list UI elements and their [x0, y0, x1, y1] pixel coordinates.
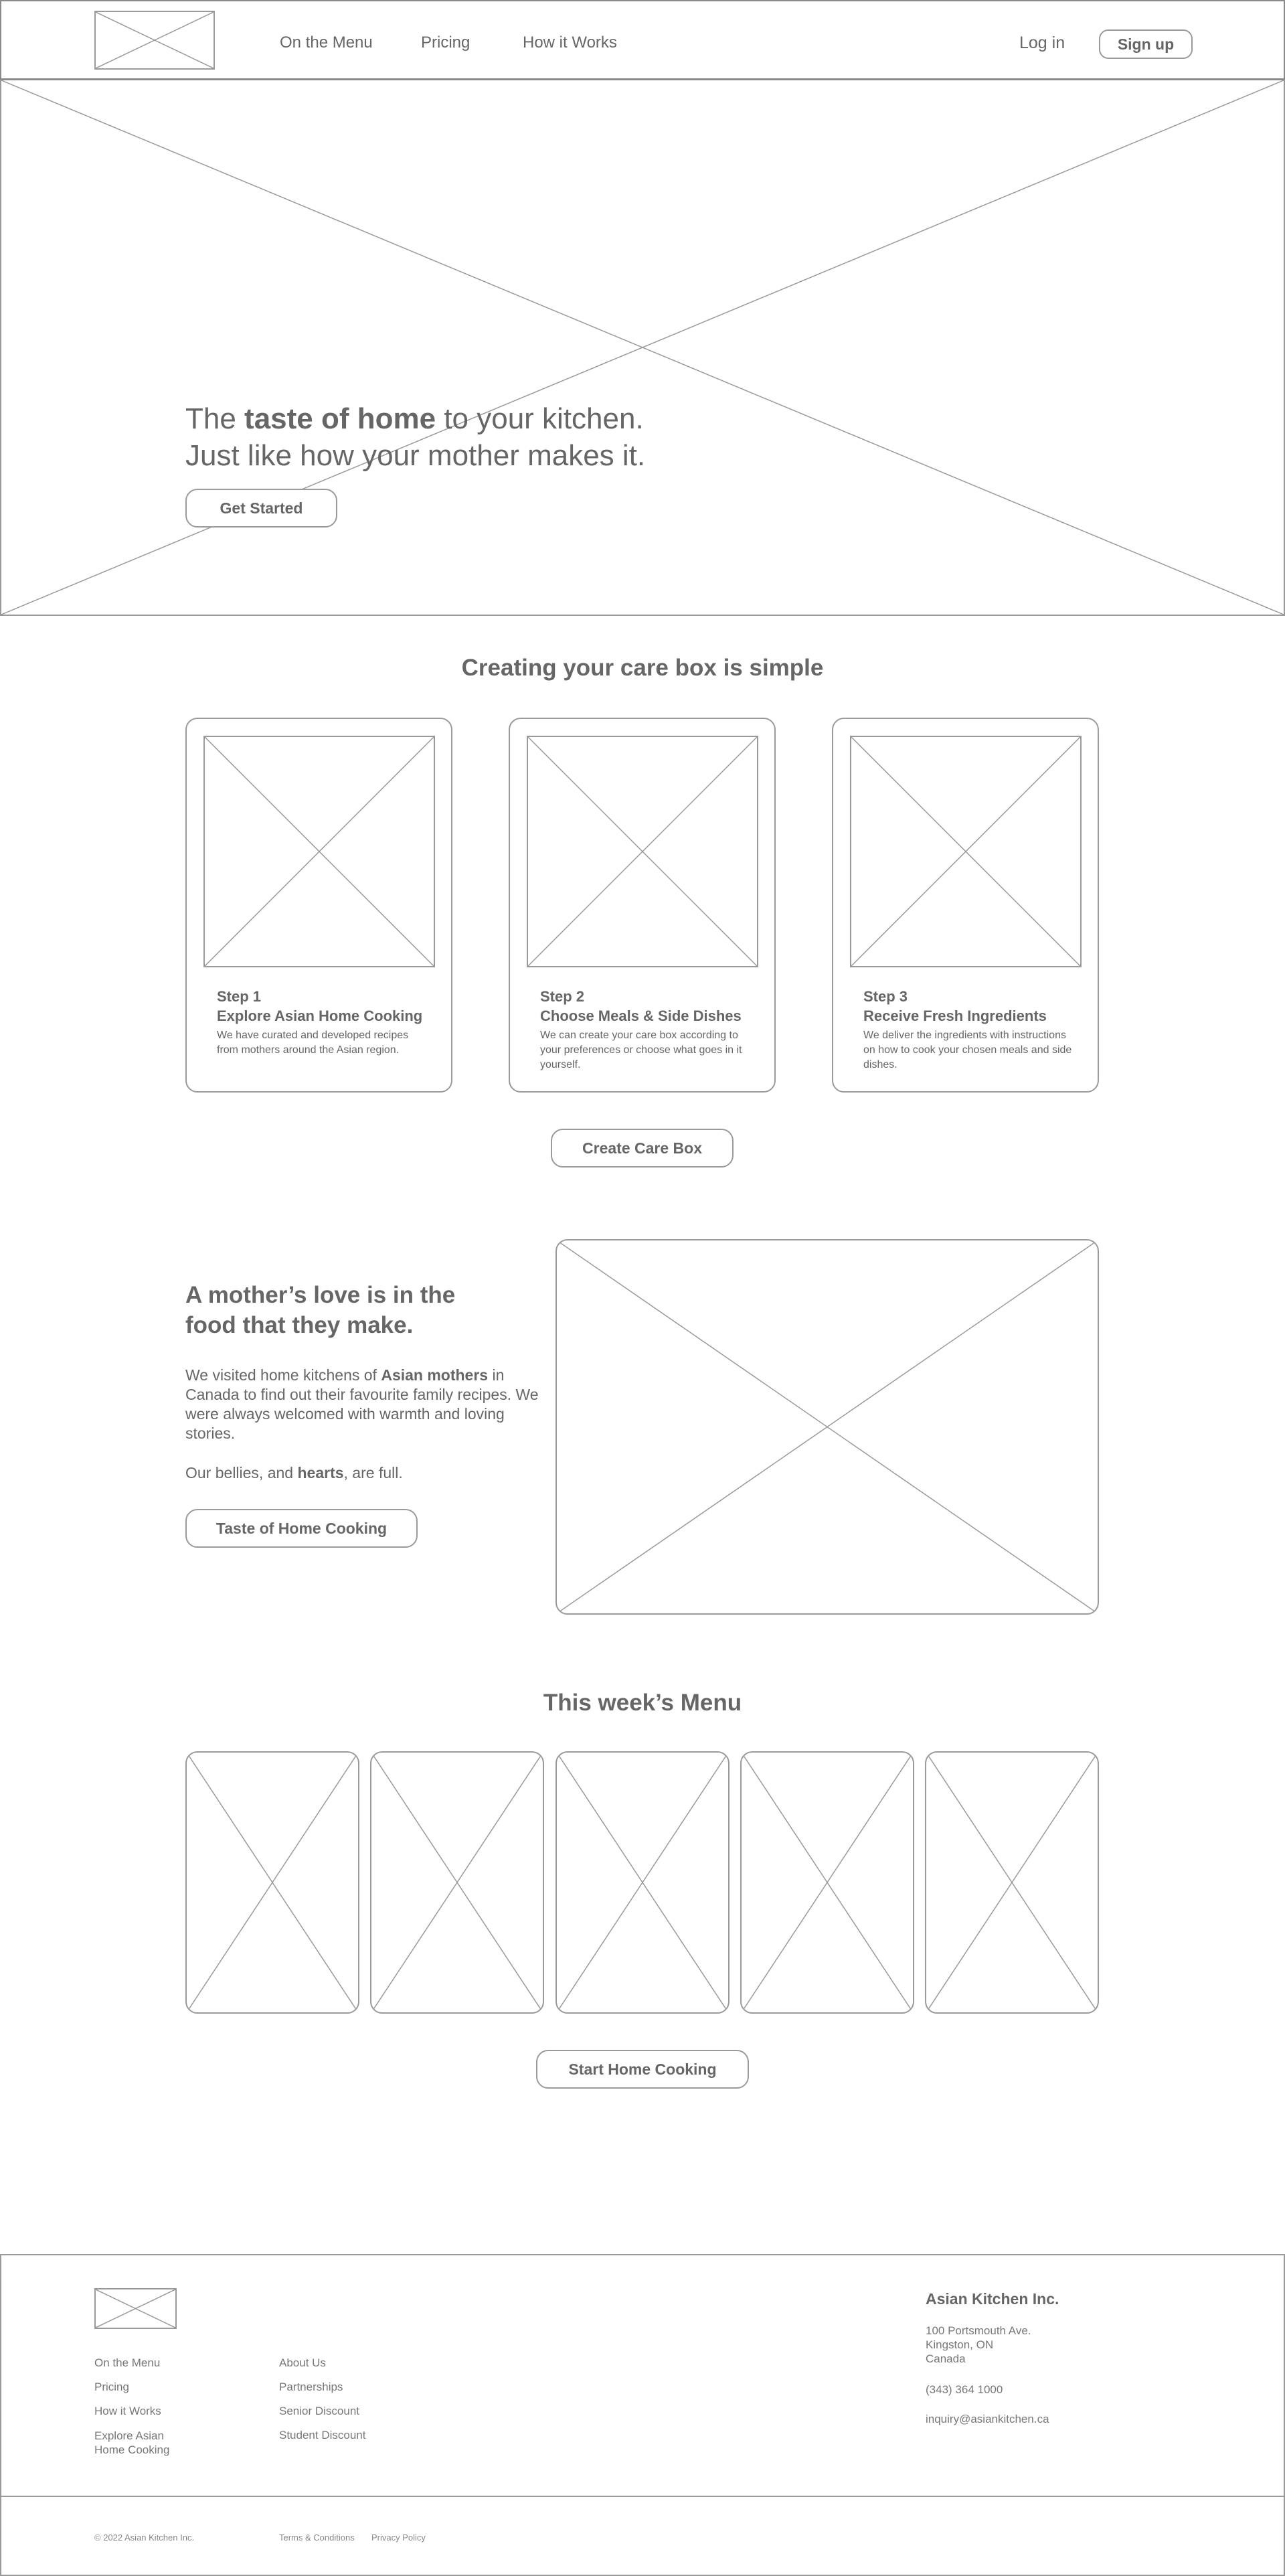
- step-card-3[interactable]: [832, 718, 1099, 1093]
- footer-terms-link[interactable]: Terms & Conditions: [279, 2532, 355, 2543]
- story-image-placeholder: [555, 1239, 1099, 1615]
- footer-privacy-link[interactable]: Privacy Policy: [371, 2532, 426, 2543]
- nav-on-the-menu[interactable]: On the Menu: [280, 33, 373, 52]
- step-3-title: Receive Fresh Ingredients: [863, 1008, 1047, 1024]
- get-started-button[interactable]: Get Started: [185, 489, 337, 528]
- footer-company-name: Asian Kitchen Inc.: [926, 2290, 1059, 2308]
- step-3-image-placeholder: [850, 736, 1082, 967]
- step-1-title: Explore Asian Home Cooking: [217, 1008, 423, 1024]
- start-home-cooking-button[interactable]: Start Home Cooking: [536, 2050, 749, 2089]
- create-care-box-button[interactable]: Create Care Box: [551, 1129, 734, 1168]
- hero-line1: The taste of home to your kitchen.: [185, 402, 644, 435]
- signup-button[interactable]: Sign up: [1099, 29, 1193, 59]
- step-card-2[interactable]: [509, 718, 776, 1093]
- logo-placeholder[interactable]: [94, 11, 215, 70]
- footer-link-student-discount[interactable]: Student Discount: [279, 2429, 366, 2441]
- footer-address: 100 Portsmouth Ave. Kingston, ON Canada: [926, 2324, 1031, 2365]
- step-3-label: Step 3: [863, 988, 908, 1005]
- nav-pricing[interactable]: Pricing: [421, 33, 470, 52]
- steps-title: Creating your care box is simple: [461, 655, 824, 681]
- step-1-description: We have curated and developed recipes from mothers around the Asian region.: [217, 1030, 409, 1056]
- footer-link-pricing[interactable]: Pricing: [94, 2381, 129, 2393]
- menu-title: This week’s Menu: [543, 1690, 742, 1716]
- menu-item-image-2[interactable]: [370, 1751, 544, 2014]
- story-heading: A mother’s love is in the food that they make.: [185, 1282, 456, 1338]
- login-link[interactable]: Log in: [1019, 33, 1065, 52]
- footer-phone: (343) 364 1000: [926, 2383, 1003, 2396]
- step-3-description: We deliver the ingredients with instructions on how to cook your chosen meals and side dishes.: [863, 1030, 1072, 1070]
- hero-headline: [185, 400, 989, 474]
- menu-item-image-3[interactable]: [555, 1751, 730, 2014]
- story-paragraph-1: We visited home kitchens of Asian mothers in Canada to find out their favourite family recipes. We were always welcomed with warmth and loving stories.: [185, 1366, 539, 1442]
- footer-copyright: © 2022 Asian Kitchen Inc.: [94, 2532, 195, 2543]
- menu-item-image-4[interactable]: [740, 1751, 914, 2014]
- story-paragraph-2: Our bellies, and hearts, are full.: [185, 1464, 403, 1481]
- site-header: [0, 0, 1285, 80]
- footer-divider: [1, 2496, 1284, 2497]
- footer-link-partnerships[interactable]: Partnerships: [279, 2381, 343, 2393]
- step-2-label: Step 2: [540, 988, 585, 1005]
- footer-email-link[interactable]: inquiry@asiankitchen.ca: [926, 2413, 1049, 2425]
- footer-link-senior-discount[interactable]: Senior Discount: [279, 2405, 360, 2417]
- footer-link-explore-asian-home-cooking[interactable]: Explore Asian Home Cooking: [94, 2429, 170, 2456]
- taste-of-home-cooking-button[interactable]: Taste of Home Cooking: [185, 1509, 418, 1548]
- footer-link-how-it-works[interactable]: How it Works: [94, 2405, 161, 2417]
- hero-line2: Just like how your mother makes it.: [185, 439, 646, 472]
- step-1-label: Step 1: [217, 988, 262, 1005]
- step-2-title: Choose Meals & Side Dishes: [540, 1008, 742, 1024]
- menu-item-image-5[interactable]: [925, 1751, 1099, 2014]
- footer-link-on-the-menu[interactable]: On the Menu: [94, 2356, 161, 2369]
- site-footer: [0, 2254, 1285, 2576]
- menu-item-image-1[interactable]: [185, 1751, 359, 2014]
- hero-image-placeholder: [0, 80, 1285, 616]
- step-2-image-placeholder: [527, 736, 758, 967]
- step-1-image-placeholder: [203, 736, 435, 967]
- step-2-description: We can create your care box according to your preferences or choose what goes in it yourself.: [540, 1030, 742, 1070]
- footer-logo-placeholder[interactable]: [94, 2288, 177, 2329]
- nav-how-it-works[interactable]: How it Works: [523, 33, 617, 52]
- footer-link-about-us[interactable]: About Us: [279, 2356, 326, 2369]
- step-card-1[interactable]: [185, 718, 452, 1093]
